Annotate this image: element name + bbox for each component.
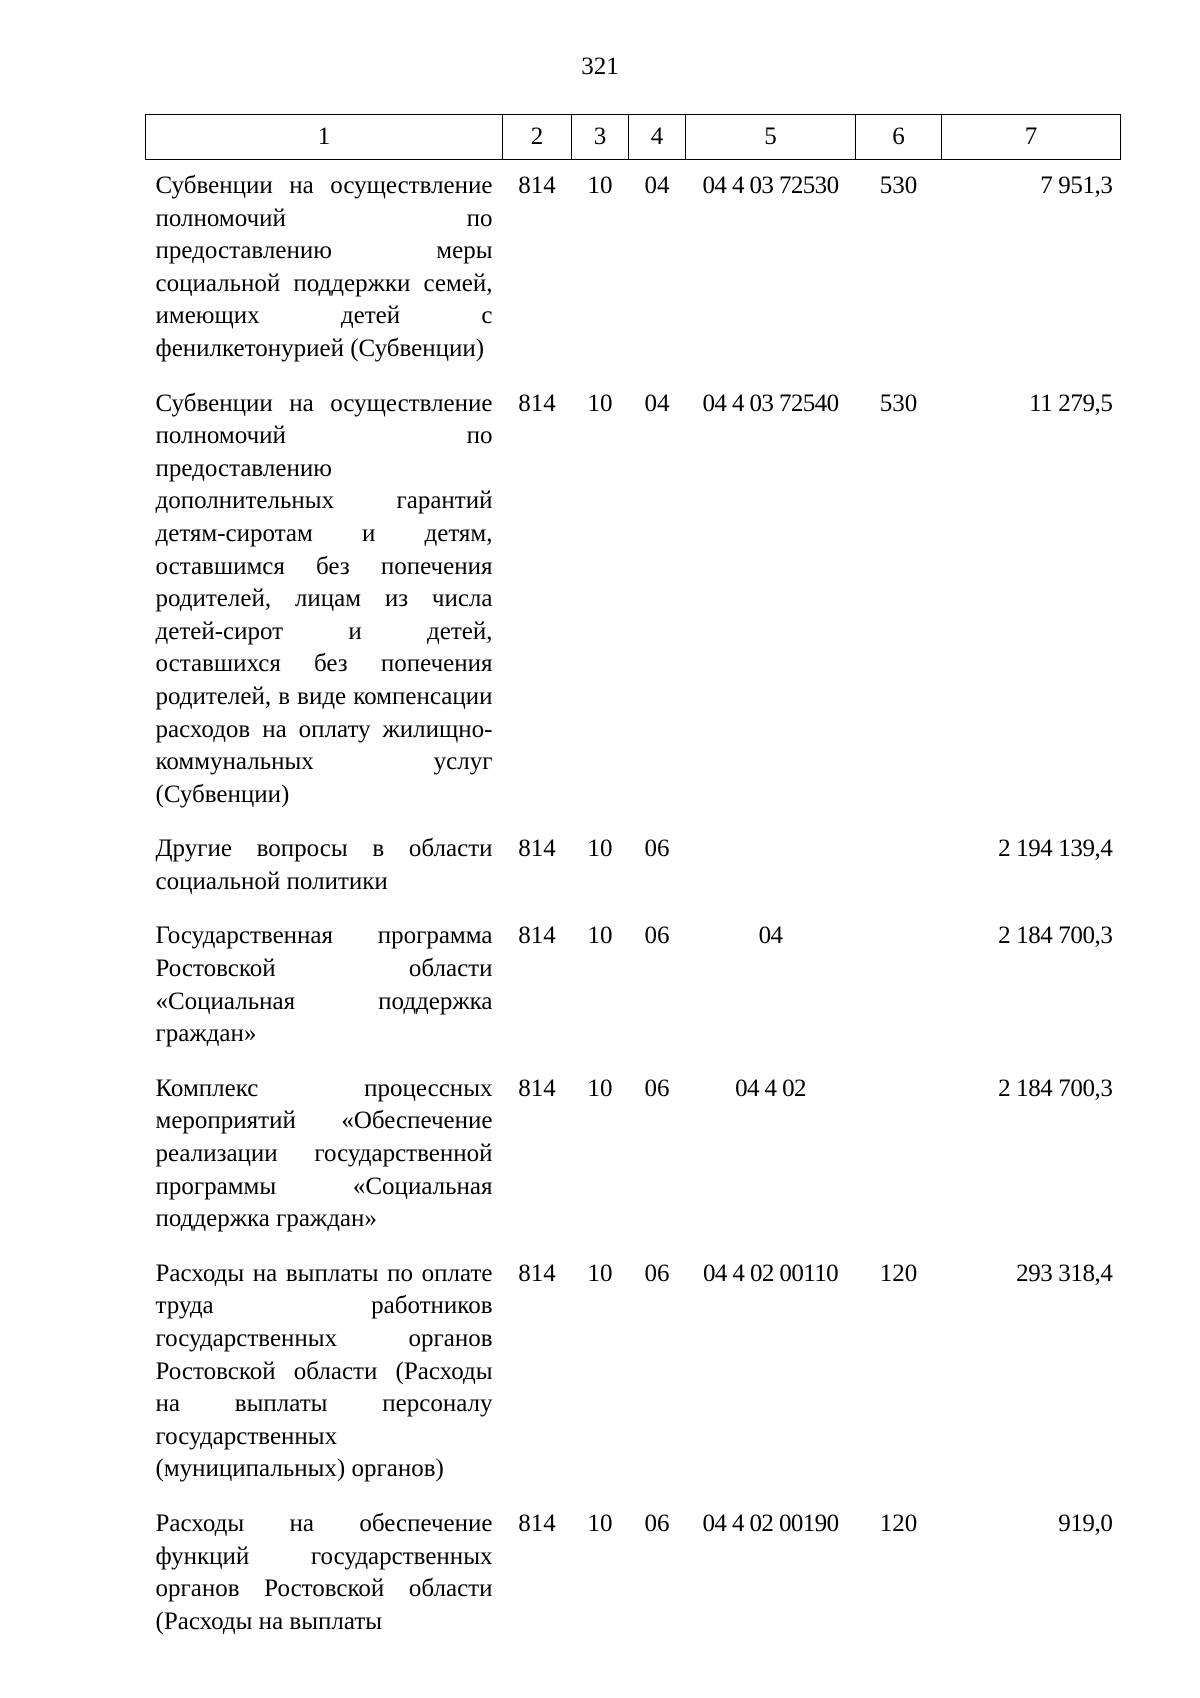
row-subsection: 04 (644, 172, 670, 199)
table-row (146, 823, 1121, 910)
row-amount: 2 184 700,3 (998, 1074, 1113, 1102)
row-ministry-code: 814 (518, 172, 556, 199)
table-row (146, 378, 1121, 824)
header-col-2: 2 (503, 115, 572, 160)
row-subsection: 06 (644, 835, 670, 863)
row-expense-type: 120 (879, 1259, 918, 1287)
row-target-article: 04 4 03 72530 (702, 172, 839, 199)
row-name: Другие вопросы в области социальной политики (155, 835, 493, 895)
row-section: 10 (587, 1509, 613, 1537)
row-section: 10 (587, 1259, 613, 1287)
row-target-article: 04 (758, 922, 783, 950)
row-target-article (686, 823, 856, 910)
row-name: Расходы на выплаты по оплате труда работников государственных органов Ростовской области (Расходы на выплаты персоналу государственных (муниципальных) органов) (155, 1259, 493, 1483)
table-row (146, 1498, 1121, 1650)
row-expense-type (856, 823, 942, 910)
row-target-article: 04 4 03 72540 (702, 389, 839, 417)
row-section: 10 (587, 1074, 613, 1102)
row-section: 10 (587, 922, 613, 950)
budget-table (145, 114, 1121, 1650)
table-row (146, 1248, 1121, 1498)
row-expense-type (856, 1063, 942, 1248)
row-expense-type: 120 (879, 1509, 918, 1537)
row-amount: 2 194 139,4 (998, 835, 1113, 863)
row-ministry-code: 814 (518, 922, 556, 950)
row-ministry-code: 814 (518, 389, 556, 417)
row-section: 10 (587, 835, 613, 863)
row-amount: 2 184 700,3 (998, 922, 1113, 950)
row-expense-type (856, 910, 942, 1062)
row-name: Субвенции на осуществление полномочий по предоставлению меры социальной поддержки семей, имеющих детей с фенилкетонурией (Субвенции) (155, 172, 493, 362)
table-row (146, 160, 1121, 378)
row-subsection: 04 (644, 389, 670, 417)
header-col-3: 3 (572, 115, 629, 160)
row-subsection: 06 (644, 1074, 670, 1102)
row-name: Комплекс процессных мероприятий «Обеспечение реализации государственной программы «Социальная поддержка граждан» (155, 1074, 493, 1233)
row-expense-type: 530 (879, 389, 918, 417)
row-section: 10 (587, 172, 613, 199)
header-col-7: 7 (942, 115, 1121, 160)
header-row (146, 115, 1121, 160)
header-col-1: 1 (146, 115, 503, 160)
header-col-4: 4 (629, 115, 686, 160)
header-col-6: 6 (856, 115, 942, 160)
row-target-article: 04 4 02 00110 (702, 1259, 839, 1287)
row-ministry-code: 814 (518, 1259, 556, 1287)
row-section: 10 (587, 389, 613, 417)
row-name: Расходы на обеспечение функций государственных органов Ростовской области (Расходы на выплаты (155, 1509, 493, 1635)
row-target-article: 04 4 02 (735, 1074, 806, 1102)
row-target-article: 04 4 02 00190 (702, 1509, 839, 1537)
row-amount: 7 951,3 (1040, 172, 1113, 199)
table-row (146, 1063, 1121, 1248)
row-name: Субвенции на осуществление полномочий по предоставлению дополнительных гарантий детям-сиротам и детям, оставшимся без попечения родителей, лицам из числа детей-сирот и детей, оставшихся без попечения родителей, в виде компенсации расходов на оплату жилищно-коммунальных услуг (Субвенции) (155, 389, 493, 808)
row-amount: 293 318,4 (1016, 1259, 1113, 1287)
row-ministry-code: 814 (518, 835, 556, 863)
table-body (146, 160, 1121, 1651)
row-expense-type: 530 (879, 172, 918, 199)
row-ministry-code: 814 (518, 1509, 556, 1537)
row-amount: 11 279,5 (1029, 389, 1113, 417)
row-subsection: 06 (644, 1509, 670, 1537)
table-header (146, 115, 1121, 160)
row-subsection: 06 (644, 922, 670, 950)
header-col-5: 5 (686, 115, 856, 160)
table-row (146, 910, 1121, 1062)
row-subsection: 06 (644, 1259, 670, 1287)
row-amount: 919,0 (1058, 1509, 1113, 1537)
row-ministry-code: 814 (518, 1074, 556, 1102)
page-number: 321 (581, 53, 619, 80)
row-name: Государственная программа Ростовской области «Социальная поддержка граждан» (155, 922, 493, 1048)
